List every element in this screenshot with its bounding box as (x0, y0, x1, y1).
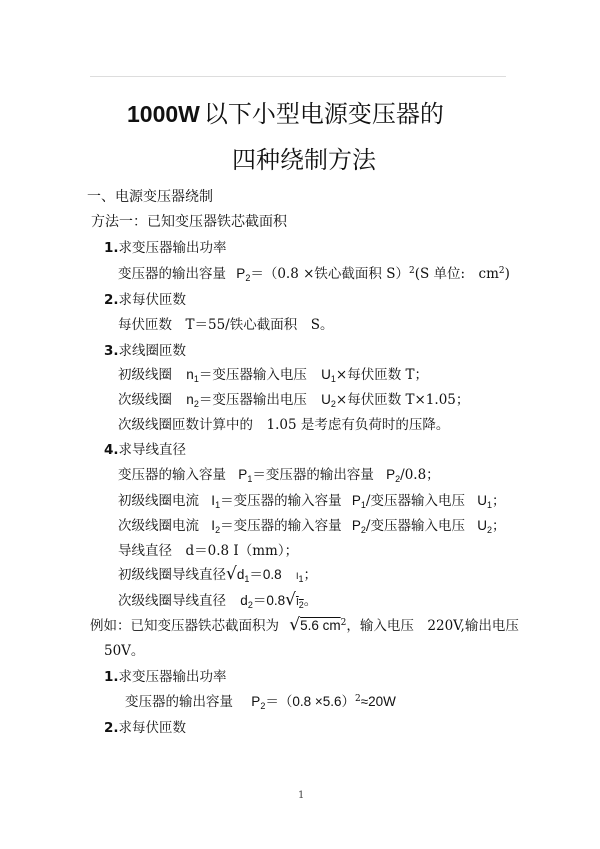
subscript: 2 (245, 273, 251, 283)
step4-secondary-wire (118, 589, 317, 610)
header-rule (90, 76, 506, 77)
symbol-i1 (211, 493, 220, 508)
symbol: P (351, 493, 361, 508)
symbol: U (477, 518, 488, 533)
text-run: ； (492, 493, 506, 509)
symbol-p1 (352, 493, 366, 508)
text-run: ； (492, 518, 506, 534)
subscript: 2 (298, 600, 304, 610)
example-step1-formula (125, 690, 396, 711)
text-run: ×每伏匝数 T×1.05； (335, 392, 470, 408)
text-run: ，输入电压 220V,输出电压 (346, 618, 519, 634)
text-run: ＝变压器的输入容量 (220, 518, 342, 534)
subscript: 2 (193, 399, 199, 409)
symbol-d1 (237, 567, 250, 582)
symbol: P (386, 467, 396, 482)
text-run: /0.8； (400, 467, 440, 483)
subscript: 1 (193, 374, 199, 384)
subscript: 1 (330, 374, 336, 384)
text-run: 变压器的输出容量 (118, 266, 226, 282)
symbol: U (321, 392, 331, 407)
text-run: ＝变压器的输入容量 (220, 493, 342, 509)
symbol-p2 (386, 467, 400, 482)
text-run: 初级线圈导线直径 (118, 567, 226, 583)
subscript: 1 (298, 574, 304, 584)
text-run: ＝变压器的输出容量 (252, 467, 374, 483)
symbol-i2 (211, 518, 220, 533)
step2-label: 求每伏匝数 (118, 292, 187, 308)
symbol: U (321, 367, 331, 382)
step1-formula (118, 262, 510, 283)
text-run: 初级线圈 (118, 367, 172, 383)
title-text: 以下小型电源变压器的 (203, 100, 444, 128)
symbol-i2 (296, 597, 304, 608)
title-power: 1000W (127, 101, 200, 127)
superscript: 2 (355, 694, 361, 704)
text-run: /变压器输入电压 (365, 518, 465, 534)
method-heading: 方法一：已知变压器铁芯截面积 (91, 214, 287, 230)
symbol: I (295, 571, 299, 581)
text-run: 次级线圈电流 (118, 518, 199, 534)
text-run: 次级线圈 (118, 392, 172, 408)
step1-label: 求变压器输出功率 (118, 240, 227, 256)
example-step1-number: 1. (104, 669, 119, 685)
symbol: d (236, 567, 245, 582)
step4-input-capacity (118, 463, 440, 484)
text-run: (S 单位: cm (414, 266, 499, 282)
step4-wire-diameter: 导线直径 d＝0.8 I（mm）； (118, 543, 299, 559)
subscript: 2 (360, 525, 366, 535)
step4-primary-wire (118, 563, 317, 584)
example-step1-label: 求变压器输出功率 (118, 669, 227, 685)
step2-heading (104, 288, 186, 308)
step3-number: 3. (104, 343, 119, 359)
symbol-p1 (238, 467, 252, 482)
symbol-u2 (321, 392, 336, 407)
symbol-d2 (240, 593, 253, 608)
step4-number: 4. (104, 442, 119, 458)
text-run: ＝（0.8 ×铁心截面积 S） (250, 266, 409, 282)
text-run: ＝0.8 (252, 593, 286, 608)
sqrt-sign: √ (289, 615, 301, 635)
step3-note: 次级线圈匝数计算中的 1.05 是考虑有负荷时的压降。 (118, 417, 450, 433)
text-run: 变压器的输入容量 (118, 467, 226, 483)
text-run: ＝0.8 (249, 567, 282, 582)
text-run: /变压器输入电压 (365, 493, 465, 509)
symbol: I (295, 597, 299, 608)
text-run: ＝变压器输入电压 (198, 367, 307, 383)
example-step2-label: 求每伏匝数 (118, 720, 187, 736)
sqrt-sign: √ (226, 564, 237, 584)
text-run: ＝（0.8 ×5.6） (265, 694, 355, 709)
symbol-n2 (186, 392, 199, 407)
subscript: 2 (215, 525, 221, 535)
subscript: 1 (247, 474, 253, 484)
symbol-u2 (477, 518, 492, 533)
superscript: 2 (498, 266, 505, 276)
text-run: ) (504, 266, 510, 282)
step3-heading (104, 339, 186, 359)
step1-heading (104, 236, 227, 256)
subscript: 1 (487, 500, 493, 510)
subscript: 1 (360, 500, 366, 510)
example-line (90, 614, 519, 635)
page-number: 1 (298, 790, 305, 801)
text-run: ≈20W (360, 694, 396, 709)
example-area-value: 5.6 cm (300, 618, 341, 633)
step4-primary-current (118, 489, 506, 510)
symbol: P (251, 694, 261, 709)
symbol: P (351, 518, 361, 533)
symbol: n (186, 367, 194, 382)
step3-primary-turns (118, 363, 428, 384)
text-run: 例如：已知变压器铁芯截面积为 (90, 618, 279, 634)
subscript: 2 (487, 525, 493, 535)
sqrt-sign: √ (285, 590, 296, 610)
page-title-line2: 四种绕制方法 (232, 146, 376, 174)
symbol-u1 (477, 493, 492, 508)
step3-label: 求线圈匝数 (118, 343, 187, 359)
subscript: 2 (395, 474, 401, 484)
step4-label: 求导线直径 (118, 442, 187, 458)
symbol-n1 (186, 367, 199, 382)
subscript: 2 (247, 600, 253, 610)
superscript: 2 (408, 266, 415, 276)
subscript: 1 (215, 500, 221, 510)
step2-formula: 每伏匝数 T＝55/铁心截面积 S。 (118, 317, 334, 333)
symbol: I (211, 518, 216, 533)
symbol-p (236, 266, 250, 281)
subscript: 2 (260, 701, 266, 711)
symbol: P (236, 266, 246, 281)
symbol: n (186, 392, 194, 407)
symbol-p2 (251, 694, 265, 709)
example-step1-heading (104, 665, 227, 685)
text-run: ； (303, 567, 317, 583)
text-run: ×每伏匝数 T； (335, 367, 428, 383)
text-run: 次级线圈导线直径 (118, 593, 226, 609)
section-heading: 一、电源变压器绕制 (87, 189, 213, 205)
step1-number: 1. (104, 240, 119, 256)
example-continuation: 50V。 (104, 643, 145, 659)
symbol-p2 (352, 518, 366, 533)
subscript: 1 (244, 574, 250, 584)
symbol-u1 (321, 367, 336, 382)
step3-secondary-turns (118, 388, 469, 409)
symbol: I (211, 493, 216, 508)
text-run: 变压器的输出容量 (125, 694, 233, 710)
subscript: 2 (330, 399, 336, 409)
step4-secondary-current (118, 514, 506, 535)
symbol: P (238, 467, 248, 482)
step2-number: 2. (104, 292, 119, 308)
example-step2-number: 2. (104, 720, 119, 736)
example-step2-heading (104, 716, 186, 736)
superscript: 2 (340, 618, 347, 628)
text-run: ＝变压器输出电压 (198, 392, 307, 408)
symbol: d (240, 593, 248, 608)
page-title-line1 (127, 94, 444, 129)
text-run: 初级线圈电流 (118, 493, 199, 509)
step4-heading (104, 438, 186, 458)
text-run: 。 (303, 593, 318, 609)
symbol: U (477, 493, 488, 508)
